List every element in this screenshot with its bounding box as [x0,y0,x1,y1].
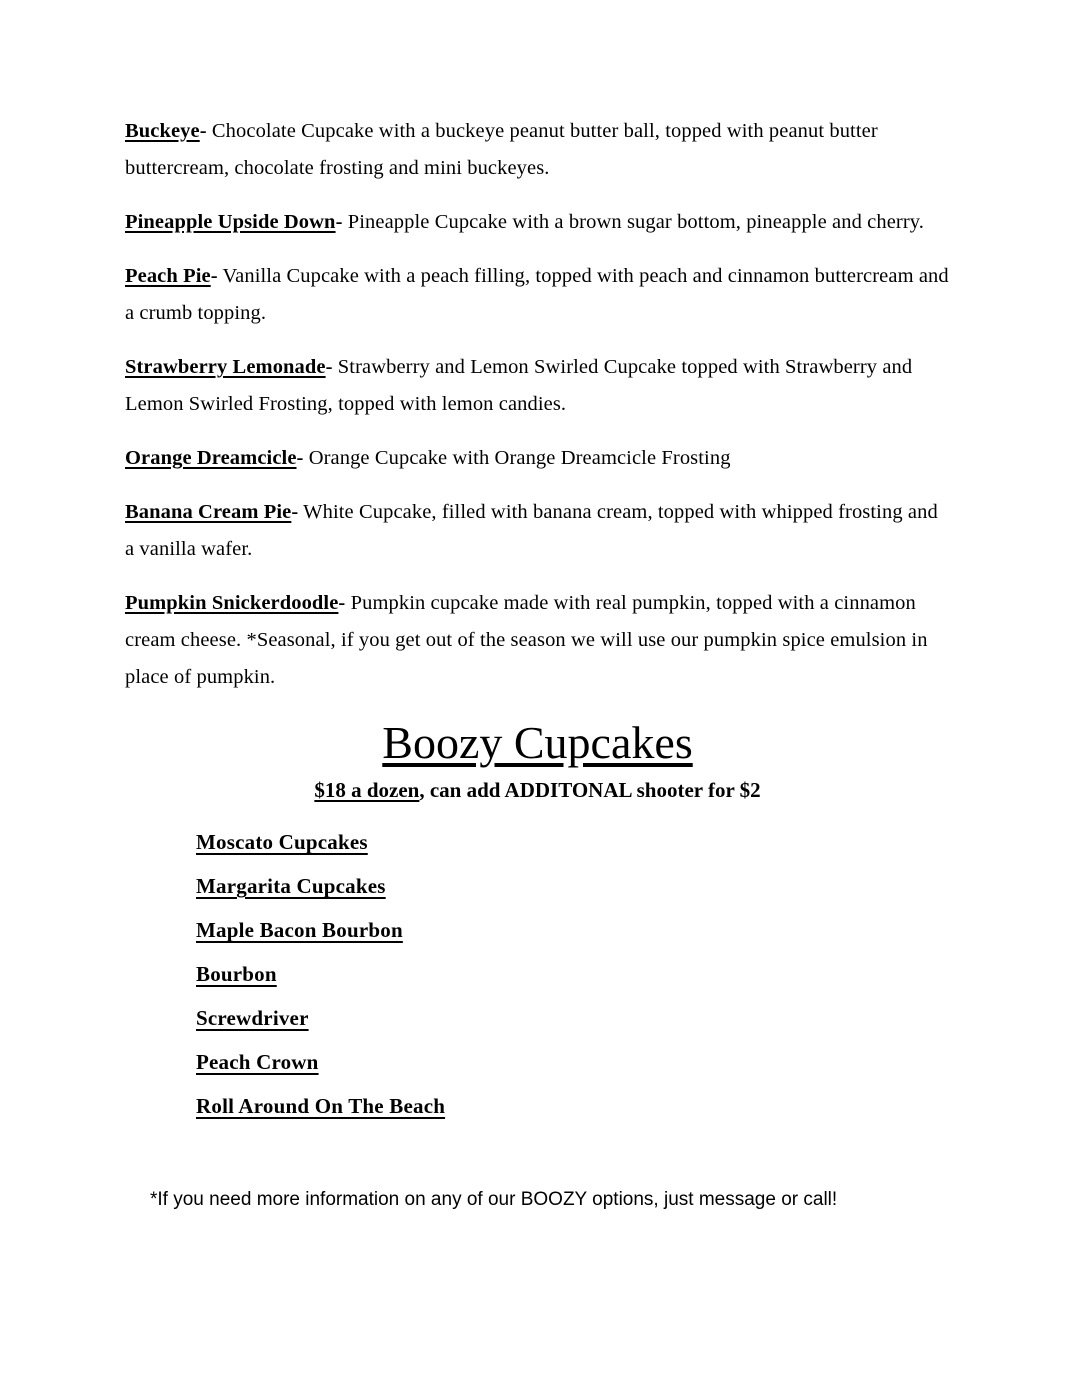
menu-item-description: Pumpkin cupcake made with real pumpkin, topped with a cinnamon cream cheese. *Seasonal, if you get out of the season we will use our pumpkin spice emulsion in place of pumpkin. [125,592,928,688]
boozy-cupcakes-header [125,716,950,804]
name-dash-separator: - [325,356,333,378]
menu-item-description: White Cupcake, filled with banana cream, topped with whipped frosting and a vanilla wafer. [125,501,938,560]
menu-item-pineapple-upside-down [125,204,950,241]
subtitle-addon-text: , can add ADDITONAL shooter for $2 [419,778,761,802]
boozy-flavor-list [196,820,950,1128]
flavor-label: Margarita Cupcakes [196,874,386,898]
boozy-flavor-item [196,908,950,952]
menu-item-description: Vanilla Cupcake with a peach filling, topped with peach and cinnamon buttercream and a crumb topping. [125,265,949,324]
menu-item-name: Pumpkin Snickerdoodle [125,592,339,614]
menu-item-name: Peach Pie [125,265,211,287]
menu-item-buckeye [125,113,950,187]
boozy-flavor-item [196,864,950,908]
section-subtitle [125,776,950,804]
name-dash-separator: - [338,592,346,614]
menu-item-name: Banana Cream Pie [125,501,292,523]
menu-item-description: Pineapple Cupcake with a brown sugar bottom, pineapple and cherry. [347,211,924,233]
menu-item-name: Buckeye [125,120,200,142]
name-dash-separator: - [210,265,218,287]
menu-item-name: Orange Dreamcicle [125,447,297,469]
price-per-dozen: $18 a dozen [314,778,420,802]
menu-item-name: Pineapple Upside Down [125,211,336,233]
flavor-label: Maple Bacon Bourbon [196,918,403,942]
boozy-flavor-item [196,1084,950,1128]
name-dash-separator: - [199,120,207,142]
menu-item-description: Chocolate Cupcake with a buckeye peanut butter ball, topped with peanut butter buttercream, chocolate frosting and mini buckeyes. [125,120,878,179]
boozy-flavor-item [196,996,950,1040]
menu-item-description: Orange Cupcake with Orange Dreamcicle Frosting [308,447,731,469]
menu-item-pumpkin-snickerdoodle [125,585,950,696]
flavor-label: Bourbon [196,962,277,986]
menu-item-name: Strawberry Lemonade [125,356,326,378]
menu-item-orange-dreamcicle [125,440,950,477]
menu-item-banana-cream-pie [125,494,950,568]
flavor-label: Screwdriver [196,1006,309,1030]
flavor-label: Moscato Cupcakes [196,830,368,854]
name-dash-separator: - [291,501,299,523]
flavor-label: Roll Around On The Beach [196,1094,446,1118]
cupcake-descriptions-section [125,113,950,696]
flavor-label: Peach Crown [196,1050,319,1074]
boozy-flavor-item [196,820,950,864]
name-dash-separator: - [335,211,343,233]
section-title: Boozy Cupcakes [382,717,693,768]
boozy-flavor-item [196,1040,950,1084]
menu-item-peach-pie [125,258,950,332]
menu-item-description: Strawberry and Lemon Swirled Cupcake topped with Strawberry and Lemon Swirled Frosting, topped with lemon candies. [125,356,913,415]
name-dash-separator: - [296,447,304,469]
boozy-flavor-item [196,952,950,996]
footer-note: *If you need more information on any of our BOOZY options, just message or call! [150,1189,838,1210]
menu-item-strawberry-lemonade [125,349,950,423]
